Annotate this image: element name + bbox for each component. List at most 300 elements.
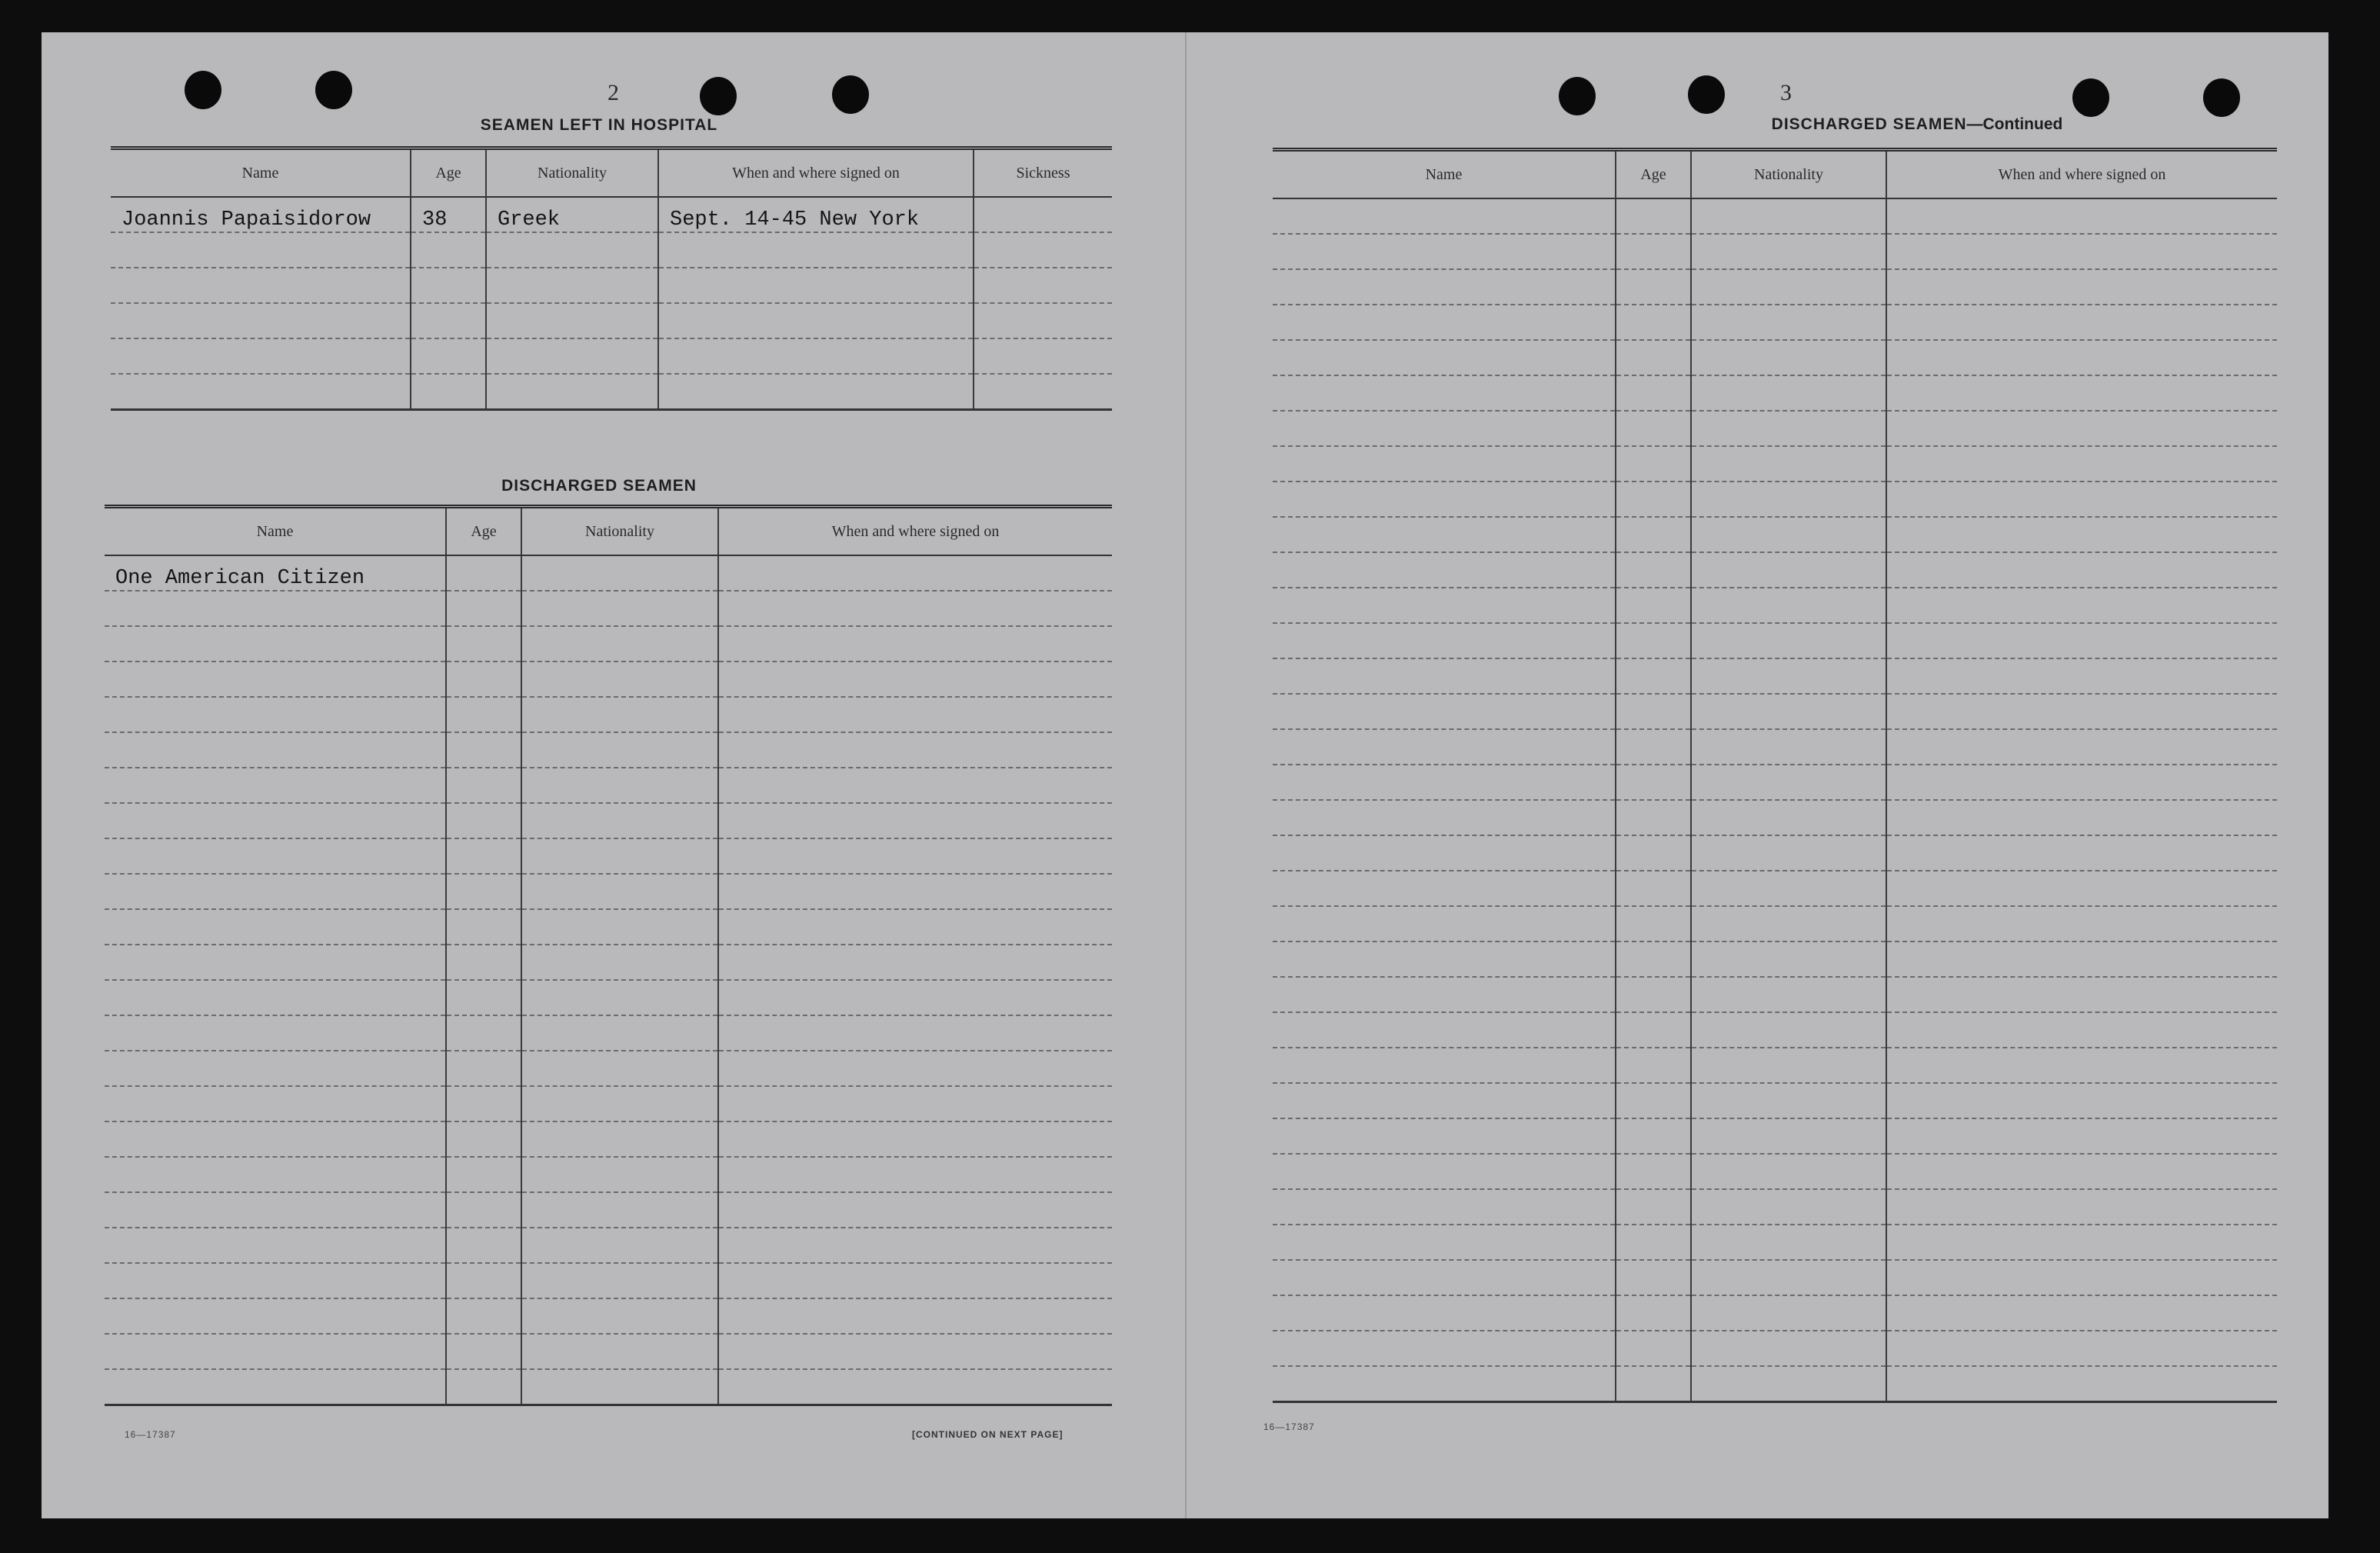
- table-cell: [1616, 375, 1691, 411]
- table-row: [105, 1086, 1112, 1121]
- table-cell: [1273, 588, 1616, 623]
- table-cell: [105, 1015, 446, 1051]
- table-cell: [486, 268, 658, 303]
- table-cell: [1886, 871, 2277, 906]
- table-row: [1273, 340, 2277, 375]
- table-cell: [718, 1121, 1112, 1157]
- table-cell: [521, 555, 718, 591]
- column-header: Age: [446, 507, 521, 556]
- table-cell: [1273, 1012, 1616, 1048]
- table-cell: [1691, 482, 1886, 517]
- table-cell: [446, 1334, 521, 1369]
- table-cell: [521, 697, 718, 732]
- table-cell: [1691, 1260, 1886, 1295]
- table-cell: [1273, 411, 1616, 446]
- table-cell: [486, 303, 658, 338]
- table-cell: [718, 662, 1112, 697]
- table-cell: [521, 803, 718, 838]
- table-cell: [521, 1015, 718, 1051]
- table-row: [105, 909, 1112, 945]
- table-cell: [1616, 871, 1691, 906]
- table-cell: [105, 1298, 446, 1334]
- table-cell: Joannis Papaisidorow: [111, 197, 411, 232]
- table-row: [1273, 305, 2277, 340]
- table-cell: [1886, 1331, 2277, 1366]
- table-cell: [111, 303, 411, 338]
- table-cell: [1616, 1048, 1691, 1083]
- table-cell: [446, 555, 521, 591]
- table-cell: [718, 874, 1112, 909]
- table-row: [111, 374, 1112, 409]
- table-cell: [1273, 1083, 1616, 1118]
- table-cell: [658, 338, 974, 374]
- discharged-continued-title-main: DISCHARGED SEAMEN: [1771, 115, 1967, 133]
- table-cell: [111, 232, 411, 268]
- table-cell: [1273, 977, 1616, 1012]
- table-row: [1273, 552, 2277, 588]
- table-cell: [1691, 446, 1886, 482]
- table-cell: [1273, 1366, 1616, 1401]
- table-cell: [1691, 941, 1886, 977]
- table-cell: [446, 1086, 521, 1121]
- punch-hole: [315, 71, 352, 109]
- table-row: [1273, 623, 2277, 658]
- table-cell: [1886, 623, 2277, 658]
- table-cell: [105, 626, 446, 662]
- table-row: [1273, 411, 2277, 446]
- table-cell: [521, 1263, 718, 1298]
- table-cell: [1886, 1048, 2277, 1083]
- table-cell: [1691, 1225, 1886, 1260]
- table-cell: [1273, 1118, 1616, 1154]
- column-header: Age: [1616, 150, 1691, 199]
- table-row: [1273, 1331, 2277, 1366]
- table-cell: [718, 1228, 1112, 1263]
- table-cell: [1616, 694, 1691, 729]
- table-cell: [446, 662, 521, 697]
- table-cell: [446, 732, 521, 768]
- table-cell: [1886, 198, 2277, 234]
- punch-hole: [1688, 75, 1725, 114]
- page-number: 3: [1780, 80, 1792, 105]
- table-cell: [1691, 1083, 1886, 1118]
- table-cell: [446, 626, 521, 662]
- table-cell: [411, 232, 486, 268]
- discharged-continued-title-suffix: —Continued: [1966, 115, 2063, 133]
- table-cell: [1691, 234, 1886, 269]
- discharged-table: [105, 505, 1112, 1406]
- table-cell: [521, 1157, 718, 1192]
- table-cell: [1273, 340, 1616, 375]
- table-cell: [1616, 269, 1691, 305]
- table-cell: [105, 697, 446, 732]
- table-cell: [1691, 411, 1886, 446]
- table-row: [105, 1192, 1112, 1228]
- table-row: [105, 980, 1112, 1015]
- column-header: Name: [105, 507, 446, 556]
- table-cell: [105, 838, 446, 874]
- table-row: [1273, 1295, 2277, 1331]
- table-cell: [1273, 1189, 1616, 1225]
- table-cell: [1886, 340, 2277, 375]
- table-row: [105, 1334, 1112, 1369]
- table-row: [1273, 375, 2277, 411]
- punch-hole: [2203, 78, 2240, 117]
- table-row: [1273, 517, 2277, 552]
- table-cell: [1691, 835, 1886, 871]
- table-cell: [974, 338, 1112, 374]
- table-cell: [105, 1051, 446, 1086]
- table-row: [105, 768, 1112, 803]
- table-cell: [718, 909, 1112, 945]
- table-cell: [105, 1121, 446, 1157]
- hospital-rows: [111, 197, 1112, 409]
- table-cell: [1616, 198, 1691, 234]
- table-cell: [521, 838, 718, 874]
- table-cell: [1691, 623, 1886, 658]
- table-cell: [1616, 305, 1691, 340]
- table-cell: [1273, 658, 1616, 694]
- table-cell: [1691, 729, 1886, 765]
- table-cell: [1616, 1118, 1691, 1154]
- continued-rows: [1273, 198, 2277, 1401]
- table-cell: [1273, 198, 1616, 234]
- table-row: [111, 197, 1112, 232]
- table-row: [1273, 658, 2277, 694]
- table-cell: [1273, 765, 1616, 800]
- table-cell: [105, 874, 446, 909]
- table-cell: [1886, 1225, 2277, 1260]
- table-cell: [1886, 694, 2277, 729]
- table-cell: [1616, 446, 1691, 482]
- table-row: [105, 591, 1112, 626]
- table-cell: [718, 1157, 1112, 1192]
- table-cell: [1691, 552, 1886, 588]
- table-cell: [521, 945, 718, 980]
- table-row: [1273, 234, 2277, 269]
- table-cell: [718, 697, 1112, 732]
- table-cell: [658, 374, 974, 409]
- punch-hole: [2072, 78, 2109, 117]
- table-cell: [718, 591, 1112, 626]
- table-row: [105, 1157, 1112, 1192]
- table-cell: [486, 338, 658, 374]
- table-row: [105, 1369, 1112, 1405]
- table-cell: [105, 1369, 446, 1405]
- table-cell: [974, 232, 1112, 268]
- table-cell: [1691, 1048, 1886, 1083]
- table-cell: [1273, 305, 1616, 340]
- table-cell: [521, 874, 718, 909]
- table-cell: [521, 909, 718, 945]
- column-header: Nationality: [1691, 150, 1886, 199]
- table-cell: [1886, 977, 2277, 1012]
- hospital-table: [111, 146, 1112, 411]
- table-cell: [1691, 906, 1886, 941]
- table-cell: [1273, 906, 1616, 941]
- table-cell: [1886, 411, 2277, 446]
- table-cell: [1273, 1154, 1616, 1189]
- table-cell: [718, 980, 1112, 1015]
- table-cell: [1691, 694, 1886, 729]
- table-cell: [1273, 375, 1616, 411]
- table-cell: 38: [411, 197, 486, 232]
- table-cell: [1273, 800, 1616, 835]
- table-cell: [486, 232, 658, 268]
- table-cell: [1616, 941, 1691, 977]
- table-cell: [521, 1192, 718, 1228]
- table-cell: [1886, 658, 2277, 694]
- table-cell: [446, 1263, 521, 1298]
- table-row: [1273, 694, 2277, 729]
- table-cell: [446, 1228, 521, 1263]
- table-cell: [718, 803, 1112, 838]
- table-row: [105, 1298, 1112, 1334]
- table-cell: [1691, 198, 1886, 234]
- punch-hole: [700, 77, 737, 115]
- column-header: When and where signed on: [658, 148, 974, 198]
- table-cell: [1616, 1366, 1691, 1401]
- table-row: [1273, 871, 2277, 906]
- table-cell: [718, 1298, 1112, 1334]
- column-header: Nationality: [521, 507, 718, 556]
- table-row: [105, 1228, 1112, 1263]
- table-cell: [1273, 835, 1616, 871]
- column-header: Name: [111, 148, 411, 198]
- column-header: Nationality: [486, 148, 658, 198]
- table-row: [105, 1051, 1112, 1086]
- table-row: [1273, 482, 2277, 517]
- table-cell: [446, 1369, 521, 1405]
- table-cell: [411, 268, 486, 303]
- table-row: [1273, 1012, 2277, 1048]
- column-header: When and where signed on: [1886, 150, 2277, 199]
- table-cell: [446, 591, 521, 626]
- table-cell: [1886, 1295, 2277, 1331]
- column-header: Name: [1273, 150, 1616, 199]
- table-cell: [1691, 1295, 1886, 1331]
- table-cell: [1616, 800, 1691, 835]
- left-page: [42, 32, 1185, 1518]
- table-cell: [1616, 411, 1691, 446]
- table-cell: [1691, 1118, 1886, 1154]
- form-number: 16—17387: [125, 1429, 176, 1440]
- page-number: 2: [607, 80, 619, 105]
- table-cell: [1691, 269, 1886, 305]
- table-cell: [658, 232, 974, 268]
- table-cell: [1691, 340, 1886, 375]
- table-cell: [521, 591, 718, 626]
- table-cell: [1886, 729, 2277, 765]
- table-cell: [1691, 375, 1886, 411]
- table-cell: [1691, 1331, 1886, 1366]
- table-cell: [1691, 1012, 1886, 1048]
- table-row: [1273, 906, 2277, 941]
- table-cell: [1886, 1012, 2277, 1048]
- table-row: [111, 232, 1112, 268]
- table-cell: [411, 374, 486, 409]
- form-number: 16—17387: [1263, 1421, 1315, 1432]
- table-cell: [1886, 588, 2277, 623]
- table-cell: [1691, 517, 1886, 552]
- table-cell: [1273, 482, 1616, 517]
- table-row: [1273, 1189, 2277, 1225]
- table-cell: [718, 1015, 1112, 1051]
- table-row: [1273, 835, 2277, 871]
- table-cell: [521, 1334, 718, 1369]
- table-cell: [521, 980, 718, 1015]
- table-cell: Sept. 14-45 New York: [658, 197, 974, 232]
- table-cell: [1691, 765, 1886, 800]
- table-cell: [1616, 1012, 1691, 1048]
- table-cell: [1616, 588, 1691, 623]
- table-cell: [1886, 1083, 2277, 1118]
- table-row: [1273, 1083, 2277, 1118]
- table-cell: [1616, 906, 1691, 941]
- table-cell: [105, 732, 446, 768]
- table-cell: [1691, 1366, 1886, 1401]
- discharged-section-title: DISCHARGED SEAMEN: [501, 477, 697, 495]
- table-cell: [1273, 552, 1616, 588]
- table-cell: [446, 803, 521, 838]
- table-cell: [1691, 800, 1886, 835]
- table-cell: [718, 1192, 1112, 1228]
- table-cell: [446, 768, 521, 803]
- table-cell: [718, 1051, 1112, 1086]
- table-cell: [718, 1334, 1112, 1369]
- table-cell: [1886, 234, 2277, 269]
- table-cell: [1886, 305, 2277, 340]
- table-cell: [1886, 375, 2277, 411]
- table-cell: [1886, 906, 2277, 941]
- table-cell: [486, 374, 658, 409]
- table-cell: [718, 626, 1112, 662]
- table-cell: [1273, 871, 1616, 906]
- table-row: [1273, 1366, 2277, 1401]
- table-row: [1273, 800, 2277, 835]
- table-cell: [1886, 765, 2277, 800]
- table-row: [105, 662, 1112, 697]
- table-cell: [1273, 729, 1616, 765]
- table-cell: [1886, 1260, 2277, 1295]
- table-cell: [446, 1157, 521, 1192]
- table-cell: [974, 197, 1112, 232]
- table-cell: [446, 1051, 521, 1086]
- table-cell: [1886, 1366, 2277, 1401]
- table-cell: [446, 1015, 521, 1051]
- table-row: [105, 1263, 1112, 1298]
- table-row: [1273, 269, 2277, 305]
- table-cell: [1273, 941, 1616, 977]
- table-cell: [1691, 588, 1886, 623]
- discharged-rows: [105, 555, 1112, 1405]
- table-row: [105, 838, 1112, 874]
- table-cell: [105, 1086, 446, 1121]
- discharged-continued-title: [1648, 115, 2186, 134]
- table-cell: [446, 874, 521, 909]
- table-cell: [1273, 623, 1616, 658]
- table-row: [111, 303, 1112, 338]
- table-cell: [105, 1157, 446, 1192]
- table-row: [105, 945, 1112, 980]
- table-row: [1273, 1260, 2277, 1295]
- table-cell: [1691, 658, 1886, 694]
- table-cell: [446, 1298, 521, 1334]
- table-row: [105, 1121, 1112, 1157]
- table-cell: [446, 909, 521, 945]
- table-cell: [1886, 446, 2277, 482]
- table-cell: [105, 1334, 446, 1369]
- column-header: Age: [411, 148, 486, 198]
- table-cell: [1886, 1154, 2277, 1189]
- table-cell: Greek: [486, 197, 658, 232]
- table-row: [105, 732, 1112, 768]
- table-cell: [1886, 517, 2277, 552]
- table-cell: [521, 768, 718, 803]
- table-cell: [1273, 446, 1616, 482]
- table-cell: [521, 1228, 718, 1263]
- table-cell: [1691, 871, 1886, 906]
- table-row: [105, 697, 1112, 732]
- table-cell: [446, 697, 521, 732]
- table-cell: [658, 303, 974, 338]
- table-cell: [1691, 305, 1886, 340]
- table-cell: [718, 1369, 1112, 1405]
- table-cell: [1616, 340, 1691, 375]
- table-cell: [521, 1051, 718, 1086]
- table-cell: [1616, 1083, 1691, 1118]
- table-cell: [521, 1121, 718, 1157]
- punch-hole: [832, 75, 869, 114]
- table-row: [1273, 1048, 2277, 1083]
- punch-hole: [1559, 77, 1596, 115]
- table-cell: [1616, 1260, 1691, 1295]
- table-row: [1273, 198, 2277, 234]
- table-cell: [1273, 1225, 1616, 1260]
- table-row: [1273, 765, 2277, 800]
- table-cell: [105, 1192, 446, 1228]
- table-cell: [105, 909, 446, 945]
- table-cell: [1691, 977, 1886, 1012]
- table-cell: [658, 268, 974, 303]
- table-cell: [105, 768, 446, 803]
- column-header: When and where signed on: [718, 507, 1112, 556]
- table-cell: [1616, 765, 1691, 800]
- table-row: [1273, 446, 2277, 482]
- table-cell: [1886, 269, 2277, 305]
- table-cell: [974, 268, 1112, 303]
- table-cell: [105, 1228, 446, 1263]
- table-row: [1273, 1154, 2277, 1189]
- table-cell: [1616, 835, 1691, 871]
- table-cell: [974, 303, 1112, 338]
- table-row: [1273, 588, 2277, 623]
- table-row: [105, 626, 1112, 662]
- table-row: [105, 1015, 1112, 1051]
- table-cell: [105, 945, 446, 980]
- table-cell: [1273, 694, 1616, 729]
- table-cell: [446, 945, 521, 980]
- table-row: [1273, 941, 2277, 977]
- table-row: [1273, 1225, 2277, 1260]
- table-cell: [1616, 482, 1691, 517]
- table-cell: [718, 945, 1112, 980]
- table-cell: [1616, 1295, 1691, 1331]
- table-cell: [1616, 623, 1691, 658]
- table-cell: [446, 1192, 521, 1228]
- table-cell: [1273, 1260, 1616, 1295]
- table-cell: [521, 1086, 718, 1121]
